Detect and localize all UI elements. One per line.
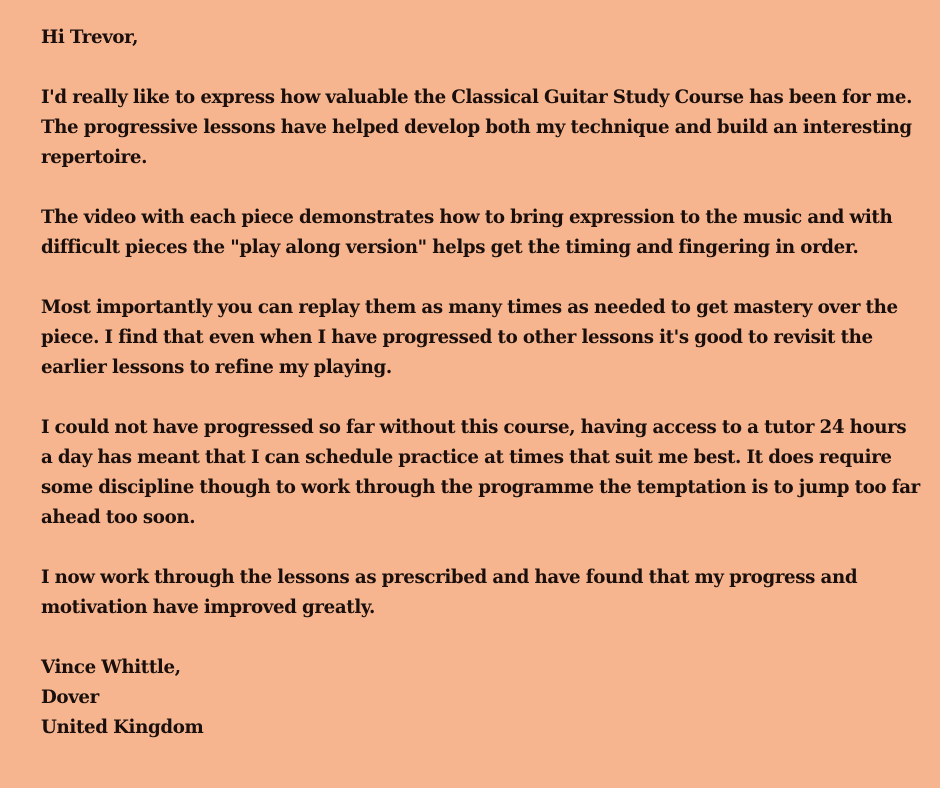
testimonial-letter — [41, 23, 921, 743]
signature-city: Dover — [41, 687, 99, 708]
greeting: Hi Trevor, — [41, 27, 139, 48]
signature-name: Vince Whittle, — [41, 657, 181, 678]
paragraph-improved-motivation: I now work through the lessons as prescribed and have found that my progress and motivation have improved greatly. — [41, 567, 858, 618]
paragraph-course-value: I'd really like to express how valuable the Classical Guitar Study Course has been for me. The progressive lessons have helped develop both my technique and build an interesting repertoire. — [41, 87, 913, 168]
signature-country: United Kingdom — [41, 717, 204, 738]
paragraph-replay-mastery: Most importantly you can replay them as many times as needed to get mastery over the piece. I find that even when I have progressed to other lessons it's good to revisit the earlier lessons to refine my playing. — [41, 297, 898, 378]
paragraph-video-play-along: The video with each piece demonstrates how to bring expression to the music and with difficult pieces the "play along version" helps get the timing and fingering in order. — [41, 207, 893, 258]
signature-block — [41, 653, 921, 743]
paragraph-progress-discipline: I could not have progressed so far without this course, having access to a tutor 24 hours a day has meant that I can schedule practice at times that suit me best. It does require some discipline though to work through the programme the temptation is to jump too far ahead too soon. — [41, 417, 920, 528]
